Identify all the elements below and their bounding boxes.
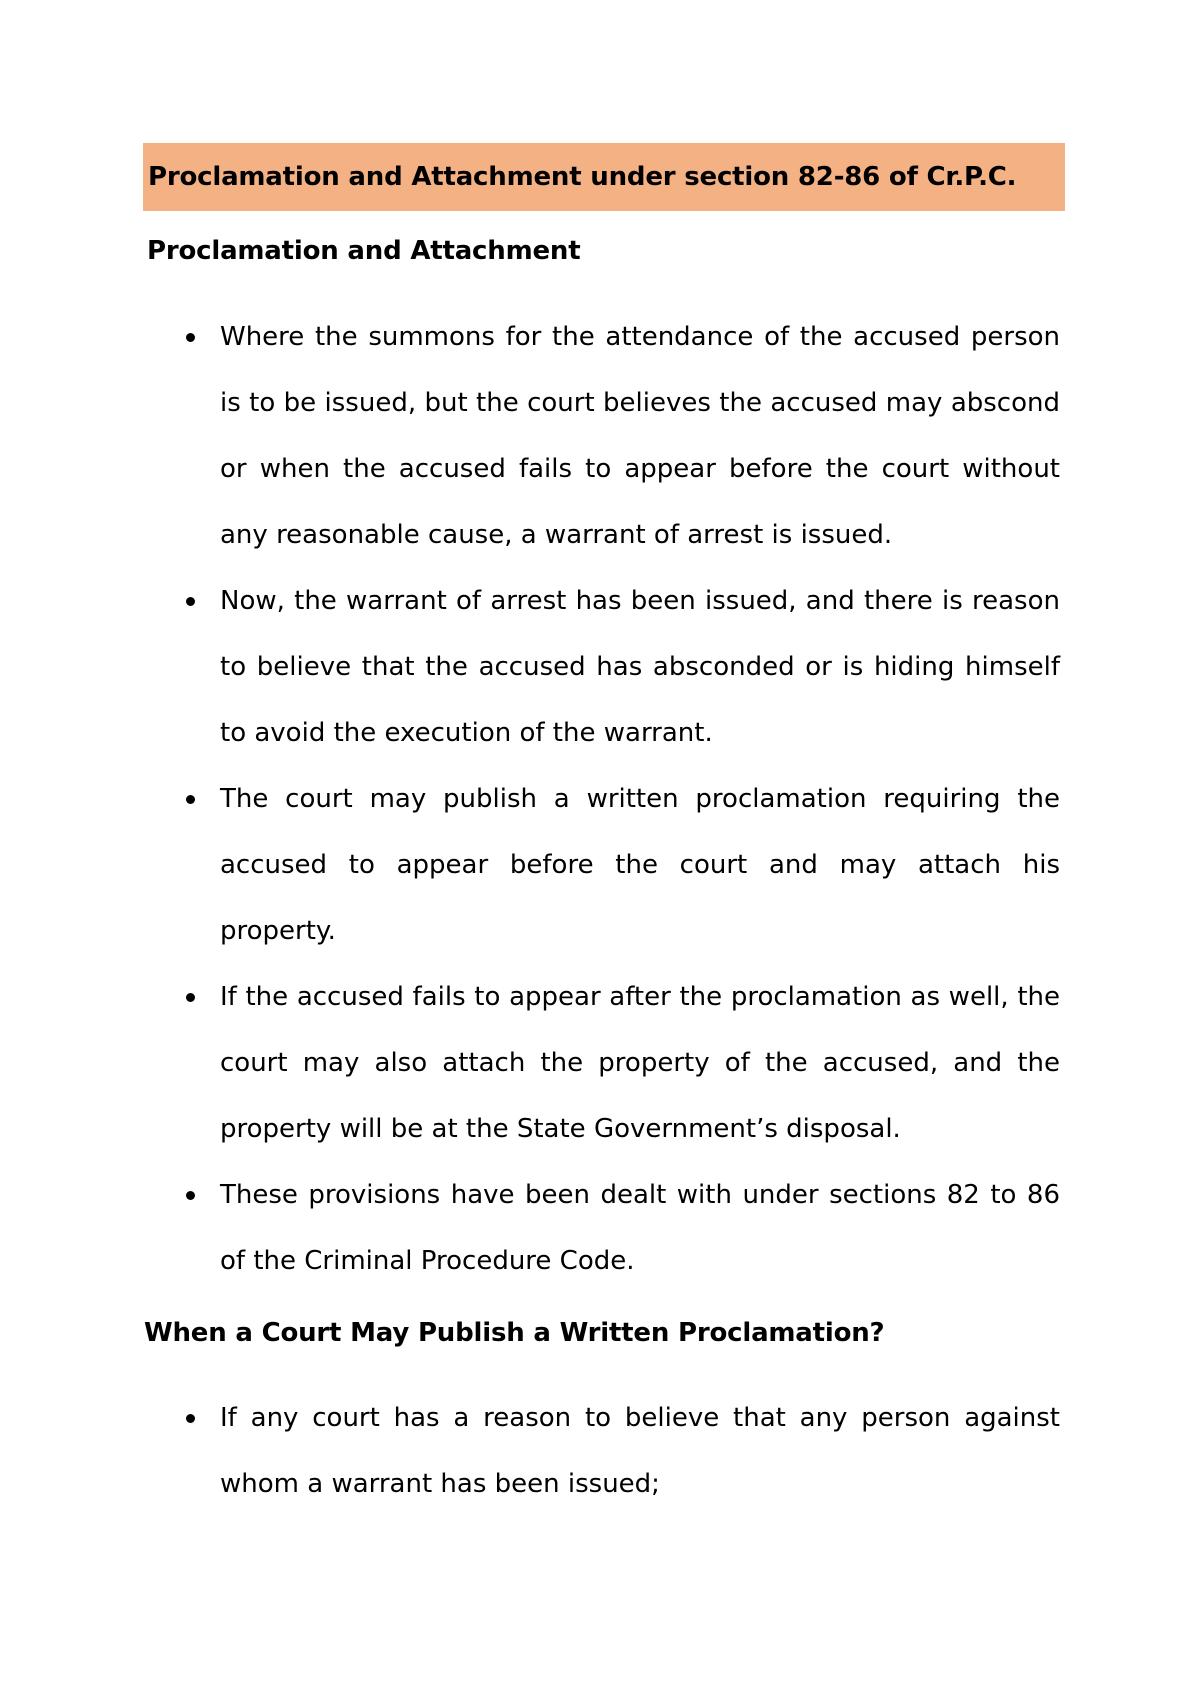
list-item-text: Now, the warrant of arrest has been issued, and there is reason to believe that the accused has absconded or is hiding himself to avoid the execution of the warrant. [220, 586, 1060, 748]
section-heading-proclamation-attachment: Proclamation and Attachment [147, 236, 581, 266]
list-item [180, 766, 1060, 964]
list-item [180, 304, 1060, 568]
bullet-icon [186, 597, 195, 606]
document-title: Proclamation and Attachment under section 82-86 of Cr.P.C. [148, 162, 1017, 192]
list-item [180, 568, 1060, 766]
list-item-text: The court may publish a written proclamation requiring the accused to appear before the court and may attach his property. [220, 784, 1060, 946]
bullet-icon [186, 1414, 195, 1423]
list-item-text: If any court has a reason to believe that any person against whom a warrant has been issued; [220, 1403, 1060, 1499]
list-item [180, 1385, 1060, 1517]
list-item [180, 964, 1060, 1162]
bullet-icon [186, 993, 195, 1002]
bullet-list-proclamation-attachment [180, 304, 1060, 1294]
list-item-text: These provisions have been dealt with under sections 82 to 86 of the Criminal Procedure Code. [220, 1180, 1060, 1276]
title-banner [143, 143, 1065, 211]
list-item-text: If the accused fails to appear after the proclamation as well, the court may also attach the property of the accused, and the property will be at the State Government’s disposal. [220, 982, 1060, 1144]
bullet-icon [186, 333, 195, 342]
list-item [180, 1162, 1060, 1294]
bullet-icon [186, 795, 195, 804]
section-heading-written-proclamation: When a Court May Publish a Written Proclamation? [144, 1318, 885, 1348]
list-item-text: Where the summons for the attendance of the accused person is to be issued, but the court believes the accused may abscond or when the accused fails to appear before the court without any reasonable cause, a warrant of arrest is issued. [220, 322, 1060, 550]
bullet-list-written-proclamation [180, 1385, 1060, 1517]
bullet-icon [186, 1191, 195, 1200]
